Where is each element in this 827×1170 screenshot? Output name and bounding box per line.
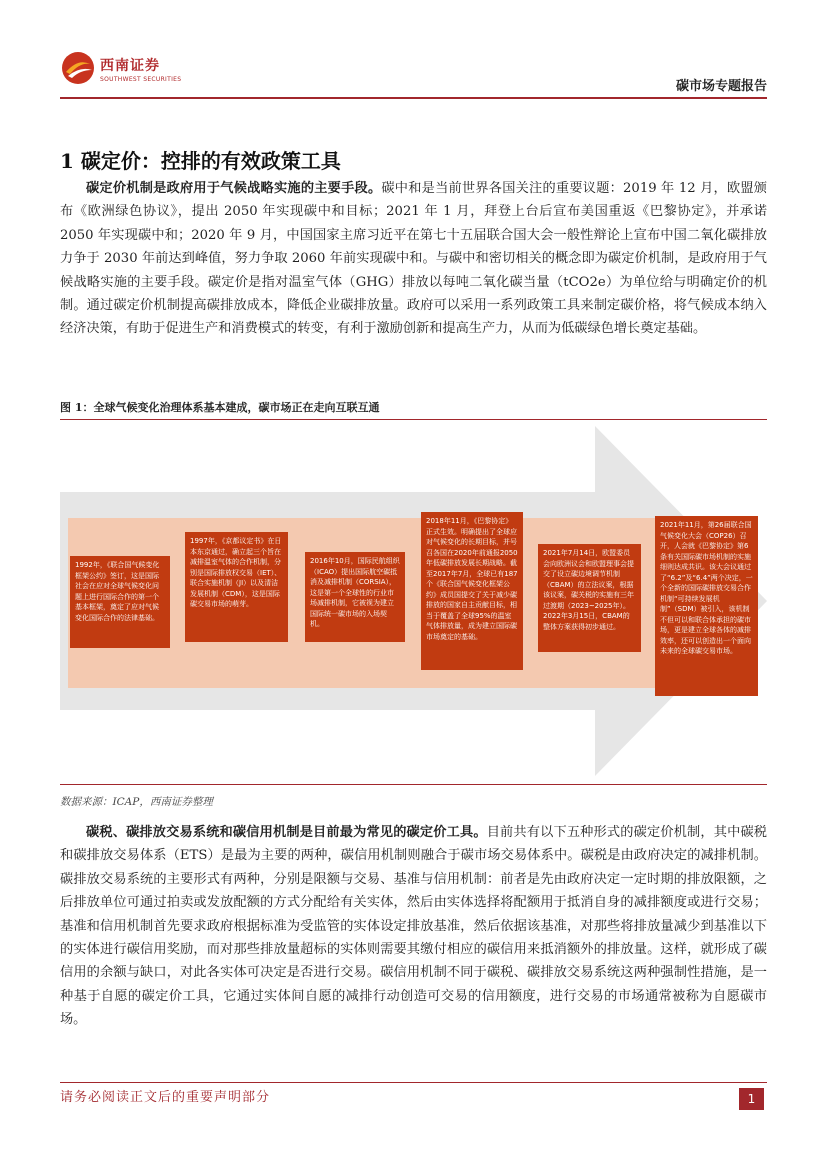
milestone-2021-cbam: 2021年7月14日，欧盟委员会向欧洲议会和欧盟理事会提交了设立碳边境调节机制（CBAM）的立法议案，根据该议案，碳关税的实施有三年过渡期（2023~2025年）。2022年3月15日，CBAM的整体方案获得初步通过。 [538,544,641,652]
paragraph-lead: 碳税、碳排放交易系统和碳信用机制是目前最为常见的碳定价工具。 [86,825,487,840]
timeline-figure [60,420,767,782]
figure-bottom-divider [60,784,767,785]
section-heading: 1 碳定价：控排的有效政策工具 [60,149,341,173]
paragraph-body: 碳中和是当前世界各国关注的重要议题：2019 年 12 月，欧盟颁布《欧洲绿色协议》，提出 2050 年实现碳中和目标；2021 年 1 月，拜登上台后宣布美国重返《巴黎协定》，并承诺 2050 年实现碳中和；2020 年 9 月，中国国家主席习近平在第七十五届联合国大会一般性辩论上宣布中国二氧化碳排放力争于 2030 年前达到峰值，努力争取 2060 年前实现碳中和。与碳中和密切相关的概念即为碳定价机制，是政府用于气候战略实施的主要手段。碳定价是指对温室气体（GHG）排放以每吨二氧化碳当量（tCO2e）为单位给与明确定价的机制。通过碳定价机制提高碳排放成本，降低企业碳排放量。政府可以采用一系列政策工具来制定碳价格，将气候成本纳入经济决策，有助于促进生产和消费模式的转变，有利于激励创新和提高生产力，从而为低碳绿色增长奠定基础。 [60,181,767,337]
paragraph-body: 目前共有以下五种形式的碳定价机制，其中碳税和碳排放交易体系（ETS）是最为主要的两种，碳信用机制则融合于碳市场交易体系中。碳税是由政府决定的减排机制。碳排放交易系统的主要形式有两种，分别是限额与交易、基准与信用机制：前者是先由政府决定一定时期的排放限额，之后排放单位可通过拍卖或发放配额的方式分配给有关实体，然后由实体选择将配额用于抵消自身的减排额度或进行交易；基准和信用机制首先要求政府根据标准为受监管的实体设定排放基准，然后依据该基准，对那些将排放量减少到基准以下的实体进行碳信用奖励，而对那些排放量超标的实体则需要其缴付相应的碳信用来抵消额外的排放量。这样，就形成了碳信用的余额与缺口，对此各实体可决定是否进行交易。碳信用机制不同于碳税、碳排放交易系统这两种强制性措施，是一种基于自愿的碳定价工具，它通过实体间自愿的减排行动创造可交易的信用额度，进行交易的市场通常被称为自愿碳市场。 [60,825,767,1028]
report-type-title: 碳市场专题报告 [675,79,767,94]
milestone-2018: 2018年11月，《巴黎协定》正式生效。明确提出了全球应对气候变化的长期目标，并号召各国在2020年前通报2050年低碳排放发展长期战略。截至2017年7月，全球已有187个《联合国气候变化框架公约》成员国提交了关于减少碳排放的国家自主贡献目标，相当于覆盖了全球95%的温室气体排放量，成为建立国际碳市场奠定的基础。 [421,512,523,670]
header-divider [60,97,767,99]
milestone-2021-cop26: 2021年11月，第26届联合国气候变化大会（COP26）召开，人会就《巴黎协定》第6条有关国际碳市场机制的实施细则达成共识。该大会议通过了“6.2”及“6.4”两个决定，一个全新的国际碳排放交易合作机制“可持续发展机制”（SDM）被引入，该机制不但可以和联合体承担的碳市场，更是建立全球各体的减排效率，还可以创造出一个面向未来的全球碳交易市场。 [655,516,758,696]
milestone-1997: 1997年，《京都议定书》在日本东京通过，确立起三个旨在减排温室气体的合作机制，分别是国际排放权交易（IET）、联合实施机制（JI）以及清洁发展机制（CDM），这是国际碳交易市场的萌芽。 [185,532,288,642]
paragraph-carbon-pricing [60,177,767,341]
paragraph-lead: 碳定价机制是政府用于气候战略实施的主要手段。 [86,181,382,196]
figure-caption: 图 1：全球气候变化治理体系基本建成，碳市场正在走向互联互通 [60,401,380,414]
logo-name-cn: 西南证券 [100,58,160,74]
paragraph-pricing-tools [60,821,767,1032]
logo-name-en: SOUTHWEST SECURITIES [100,76,182,83]
figure-source-note: 数据来源：ICAP，西南证券整理 [60,796,213,808]
page-number: 1 [739,1088,764,1110]
footer-disclaimer: 请务必阅读正文后的重要声明部分 [60,1090,271,1105]
logo-icon [60,50,96,86]
milestone-2016: 2016年10月，国际民航组织（ICAO）提出国际航空碳抵消及减排机制（CORSIA），这是第一个全球性的行业市场减排机制，它被视为建立国际统一碳市场的入场契机。 [305,552,405,642]
footer-divider [60,1082,767,1083]
milestone-1992: 1992年，《联合国气候变化框架公约》签订，这是国际社会在应对全球气候变化问题上进行国际合作的第一个基本框架，奠定了应对气候变化国际合作的法律基础。 [70,556,170,648]
